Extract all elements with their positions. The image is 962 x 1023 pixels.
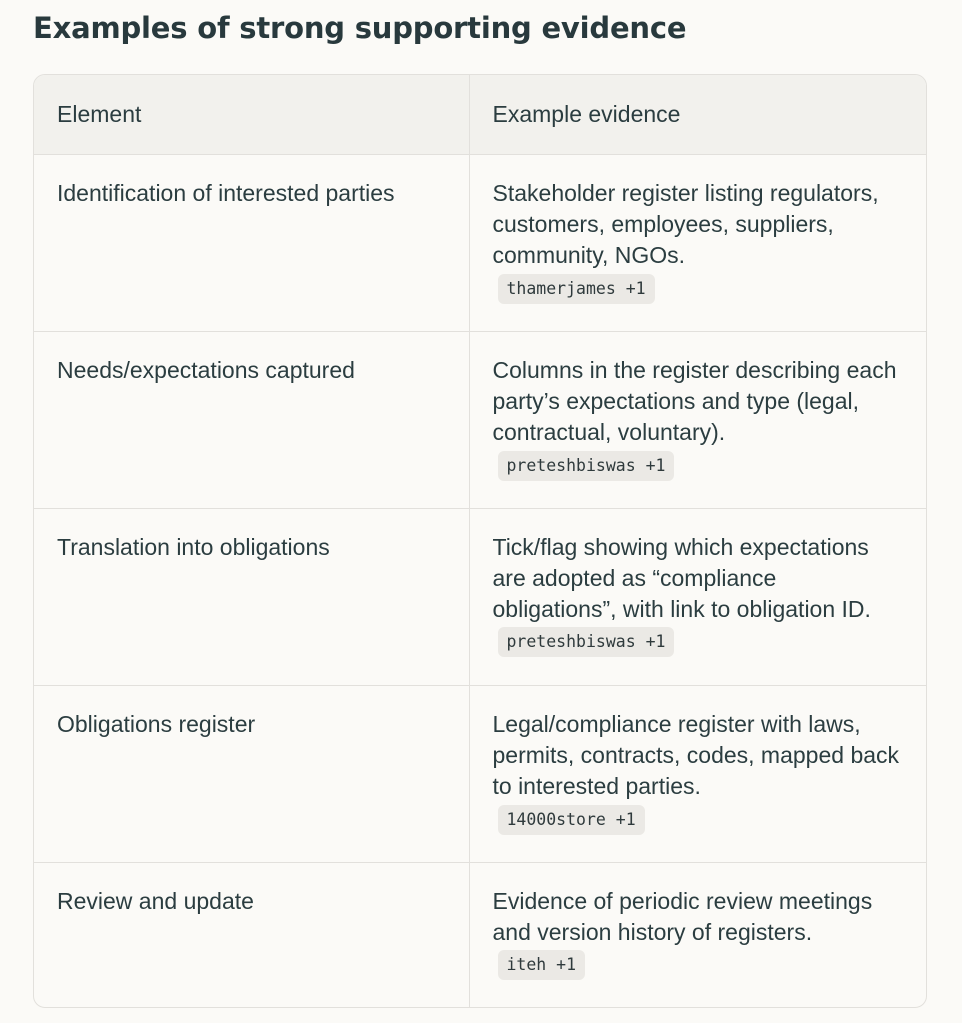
- element-cell: Review and update: [57, 888, 254, 914]
- evidence-text: Stakeholder register listing regulators, customers, employees, suppliers, community, NGOs.: [492, 180, 879, 268]
- evidence-cell: [469, 155, 926, 332]
- source-citation-chip[interactable]: preteshbiswas +1: [498, 451, 675, 481]
- element-cell: Identification of interested parties: [34, 155, 469, 332]
- table-row: [34, 332, 926, 509]
- source-citation-chip[interactable]: preteshbiswas +1: [498, 627, 675, 657]
- source-citation-chip[interactable]: thamerjames +1: [498, 274, 655, 304]
- table-row: [34, 863, 926, 1008]
- column-header-element: Element: [34, 75, 469, 155]
- element-cell: Needs/expectations captured: [34, 332, 469, 509]
- source-citation-chip[interactable]: 14000store +1: [498, 805, 645, 835]
- evidence-table: [33, 74, 927, 1008]
- evidence-text: Columns in the register describing each party’s expectations and type (legal, contractual, voluntary).: [492, 357, 897, 445]
- evidence-cell: [469, 332, 926, 509]
- section-heading: Examples of strong supporting evidence: [33, 11, 687, 45]
- evidence-cell: [469, 686, 926, 863]
- evidence-text: Evidence of periodic review meetings and version history of registers.: [492, 888, 873, 945]
- element-cell: Obligations register: [34, 686, 469, 863]
- element-cell: Translation into obligations: [34, 509, 469, 686]
- source-citation-chip[interactable]: iteh +1: [498, 950, 586, 980]
- column-header-example-evidence: Example evidence: [469, 75, 926, 155]
- evidence-text: Legal/compliance register with laws, permits, contracts, codes, mapped back to interested parties.: [492, 711, 900, 799]
- evidence-cell: [469, 863, 926, 1008]
- table-row: [34, 686, 926, 863]
- evidence-text: Tick/flag showing which expectations are adopted as “compliance obligations”, with link to obligation ID.: [492, 534, 871, 622]
- evidence-cell: [469, 509, 926, 686]
- table-row: [34, 155, 926, 332]
- table-header-row: [34, 75, 926, 155]
- table-row: [34, 509, 926, 686]
